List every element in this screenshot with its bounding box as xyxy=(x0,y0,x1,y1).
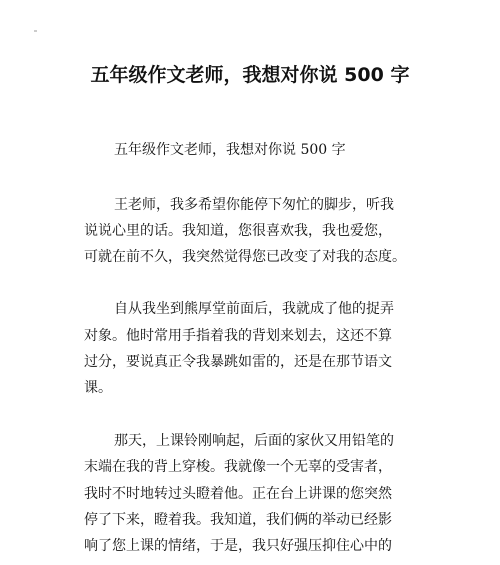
document-title: 五年级作文老师，我想对你说 500 字 xyxy=(90,64,410,86)
paragraph-line: 末端在我的背上穿梭。我就像一个无辜的受害者， xyxy=(84,459,392,475)
paragraph-line: 课。 xyxy=(84,380,112,396)
paragraph-line: 停了下来，瞪着我。我知道，我们俩的举动已经影 xyxy=(84,512,392,528)
paragraph-line: 自从我坐到熊厚堂前面后，我就成了他的捉弄 xyxy=(114,301,394,317)
paragraph-line: 那天，上课铃刚响起，后面的家伙又用铅笔的 xyxy=(114,433,394,449)
document-subtitle: 五年级作文老师，我想对你说 500 字 xyxy=(114,142,346,158)
paragraph-line: 可就在前不久，我突然觉得您已改变了对我的态度。 xyxy=(84,249,406,265)
paragraph-line: 我时不时地转过头瞪着他。正在台上讲课的您突然 xyxy=(84,486,392,502)
paragraph-line: 过分，要说真正令我暴跳如雷的，还是在那节语文 xyxy=(84,354,392,370)
paragraph-line: 对象。他时常用手指着我的背划来划去，这还不算 xyxy=(84,328,392,344)
paragraph-line: 说说心里的话。我知道，您很喜欢我，我也爱您， xyxy=(84,223,392,239)
paragraph-line: 王老师，我多希望你能停下匆忙的脚步，听我 xyxy=(114,197,394,213)
scan-mark xyxy=(34,30,37,32)
paragraph-line: 响了您上课的情绪，于是，我只好强压抑住心中的 xyxy=(84,538,392,554)
